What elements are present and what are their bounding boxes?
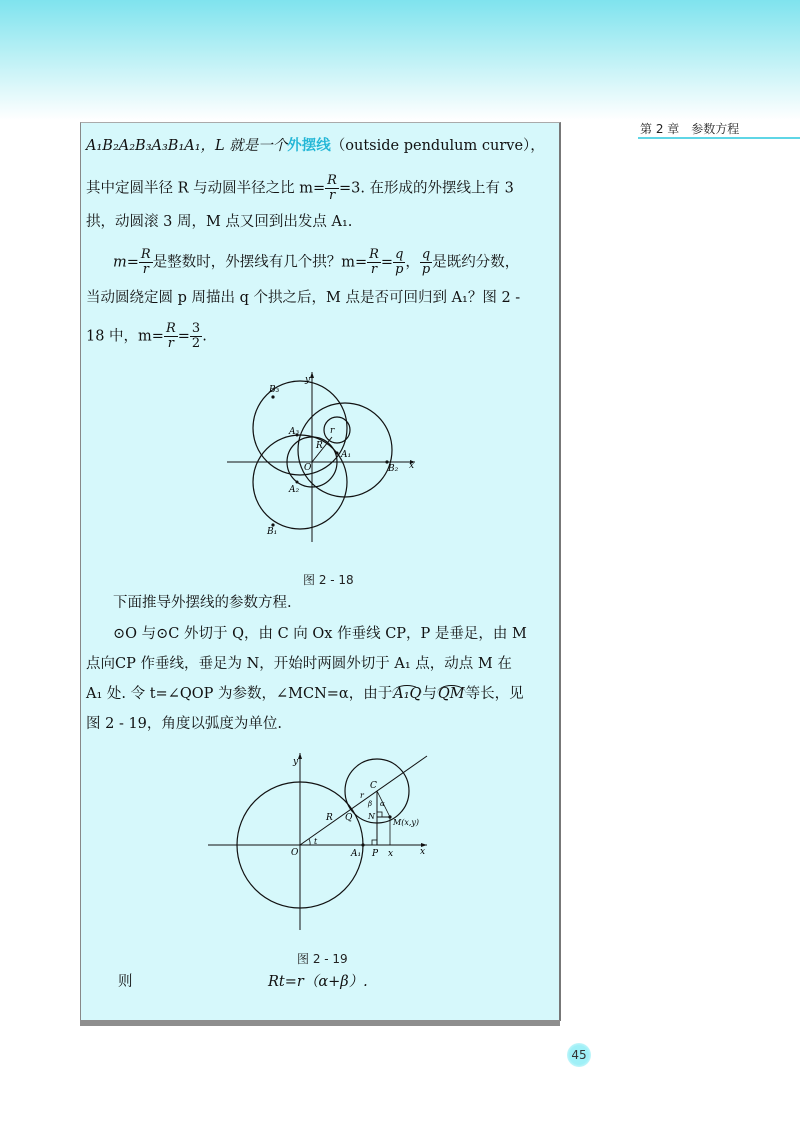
label-B1: B₁ bbox=[267, 527, 278, 537]
label-r: r bbox=[360, 791, 364, 800]
label-P: P bbox=[372, 849, 379, 859]
label-B2: B₂ bbox=[388, 464, 399, 474]
point-A1 bbox=[361, 843, 364, 846]
label-t: t bbox=[314, 837, 318, 846]
y-axis-arrow bbox=[298, 753, 302, 759]
text-span: 是既约分数， bbox=[432, 254, 520, 271]
fraction-num: q bbox=[395, 247, 404, 262]
label-y: y bbox=[305, 375, 311, 385]
right-angle-P bbox=[372, 840, 377, 845]
paragraph-line-2 bbox=[86, 174, 514, 203]
fraction-den: r bbox=[370, 262, 378, 277]
chapter-title: 第 2 章 参数方程 bbox=[640, 122, 740, 136]
fraction-num: R bbox=[140, 247, 151, 262]
text-span: 是整数时，外摆线有几个拱？m= bbox=[152, 254, 368, 271]
text-span: = bbox=[380, 254, 394, 271]
paragraph-line-6 bbox=[86, 322, 207, 351]
point-A1 bbox=[336, 452, 339, 455]
fraction-den: r bbox=[167, 336, 174, 351]
header-band bbox=[0, 0, 800, 120]
label-beta: β bbox=[368, 800, 373, 808]
fraction-num: R bbox=[327, 173, 337, 188]
angle-t-arc bbox=[309, 839, 310, 845]
fraction-den: 2 bbox=[191, 336, 201, 351]
point-M bbox=[388, 815, 391, 818]
point-A2 bbox=[296, 481, 299, 484]
text-span: ， bbox=[405, 254, 420, 271]
term-english: （outside pendulum curve）， bbox=[330, 138, 545, 154]
figure-2-19-caption: 图 2 - 19 bbox=[297, 952, 348, 966]
label-C: C bbox=[370, 781, 377, 791]
arc-QM: QM bbox=[437, 686, 465, 702]
label-x: x bbox=[409, 461, 415, 471]
term-outside-pendulum: 外摆线 bbox=[287, 138, 331, 154]
text-span: m= bbox=[113, 254, 139, 271]
paragraph-line-9: 点向CP 作垂线，垂足为 N，开始时两圆外切于 A₁ 点，动点 M 在 bbox=[86, 656, 512, 672]
page-number: 45 bbox=[567, 1043, 591, 1067]
panel-bottom-border bbox=[80, 1020, 560, 1026]
paragraph-line-5: 当动圆绕定圆 p 周描出 q 个拱之后，M 点是否可回归到 A₁？图 2 - bbox=[86, 290, 521, 306]
label-A2: A₂ bbox=[289, 485, 300, 495]
fraction-num: q bbox=[421, 247, 431, 262]
fraction bbox=[139, 248, 153, 277]
paragraph-line-11: 图 2 - 19，角度以弧度为单位. bbox=[86, 716, 283, 732]
label-Q: Q bbox=[345, 813, 353, 823]
label-A1: A₁ bbox=[351, 849, 362, 859]
label-N: N bbox=[368, 812, 375, 821]
label-A1: A₁ bbox=[341, 450, 352, 460]
paragraph-line-8: ⊙O 与⊙C 外切于 Q，由 C 向 Ox 作垂线 CP，P 是垂足，由 M bbox=[113, 626, 527, 642]
fraction bbox=[164, 322, 178, 351]
paragraph-line-7: 下面推导外摆线的参数方程. bbox=[113, 595, 292, 611]
paragraph-line-3: 拱，动圆滚 3 周，M 点又回到出发点 A₁. bbox=[86, 214, 353, 230]
label-A3: A₃ bbox=[289, 427, 300, 437]
fraction-num: 3 bbox=[191, 321, 201, 336]
label-alpha: α bbox=[380, 800, 385, 808]
label-r: r bbox=[330, 426, 335, 436]
label-M: M(x,y) bbox=[393, 818, 420, 827]
label-y: y bbox=[293, 757, 299, 767]
text-span: 等长，见 bbox=[465, 686, 524, 702]
label-O: O bbox=[291, 848, 299, 858]
figure-2-18-caption: 图 2 - 18 bbox=[303, 573, 354, 587]
y-axis-arrow bbox=[310, 372, 314, 378]
fraction bbox=[420, 248, 432, 277]
chapter-rule bbox=[638, 137, 800, 139]
paragraph-line-4 bbox=[113, 248, 519, 277]
fraction-den: r bbox=[142, 262, 149, 277]
small-circle bbox=[324, 417, 350, 443]
label-x: x bbox=[420, 847, 426, 857]
label-x-foot: x bbox=[388, 849, 394, 859]
text-span: . bbox=[202, 328, 207, 345]
fraction-num: R bbox=[165, 321, 176, 336]
label-B3: B₃ bbox=[269, 385, 280, 395]
fraction-den: r bbox=[328, 188, 336, 203]
arc-A1Q: A₁Q bbox=[393, 686, 422, 702]
fraction bbox=[190, 322, 202, 351]
fraction bbox=[393, 248, 405, 277]
point-B3 bbox=[271, 395, 274, 398]
label-O: O bbox=[304, 463, 312, 473]
paragraph-line-10 bbox=[86, 684, 524, 704]
equation-label: 则 bbox=[118, 974, 133, 990]
text-span: = bbox=[177, 328, 190, 345]
paragraph-line-1 bbox=[86, 136, 545, 156]
text-span: =3. 在形成的外摆线上有 3 bbox=[338, 180, 514, 197]
figure-2-19 bbox=[205, 748, 435, 938]
label-R: R bbox=[316, 441, 323, 451]
label-R: R bbox=[326, 813, 333, 823]
fraction bbox=[325, 174, 339, 203]
text-span: A₁ 处. 令 t=∠QOP 为参数，∠MCN=α，由于 bbox=[86, 686, 393, 702]
fraction-num: R bbox=[369, 247, 379, 262]
text-span: 18 中，m= bbox=[86, 328, 164, 345]
curve-points: A₁B₂A₂B₃A₃B₁A₁，L 就是一个 bbox=[86, 138, 288, 154]
text-span: 其中定圆半径 R 与动圆半径之比 m= bbox=[86, 180, 326, 197]
fraction-den: p bbox=[421, 262, 431, 277]
text-span: 与 bbox=[422, 686, 437, 702]
right-angle-N bbox=[377, 812, 382, 817]
figure-2-18 bbox=[225, 370, 425, 550]
fraction bbox=[367, 248, 381, 277]
equation-Rt: Rt=r（α+β）. bbox=[268, 974, 368, 990]
fraction-den: p bbox=[395, 262, 404, 277]
rolling-circle-3 bbox=[253, 435, 347, 529]
